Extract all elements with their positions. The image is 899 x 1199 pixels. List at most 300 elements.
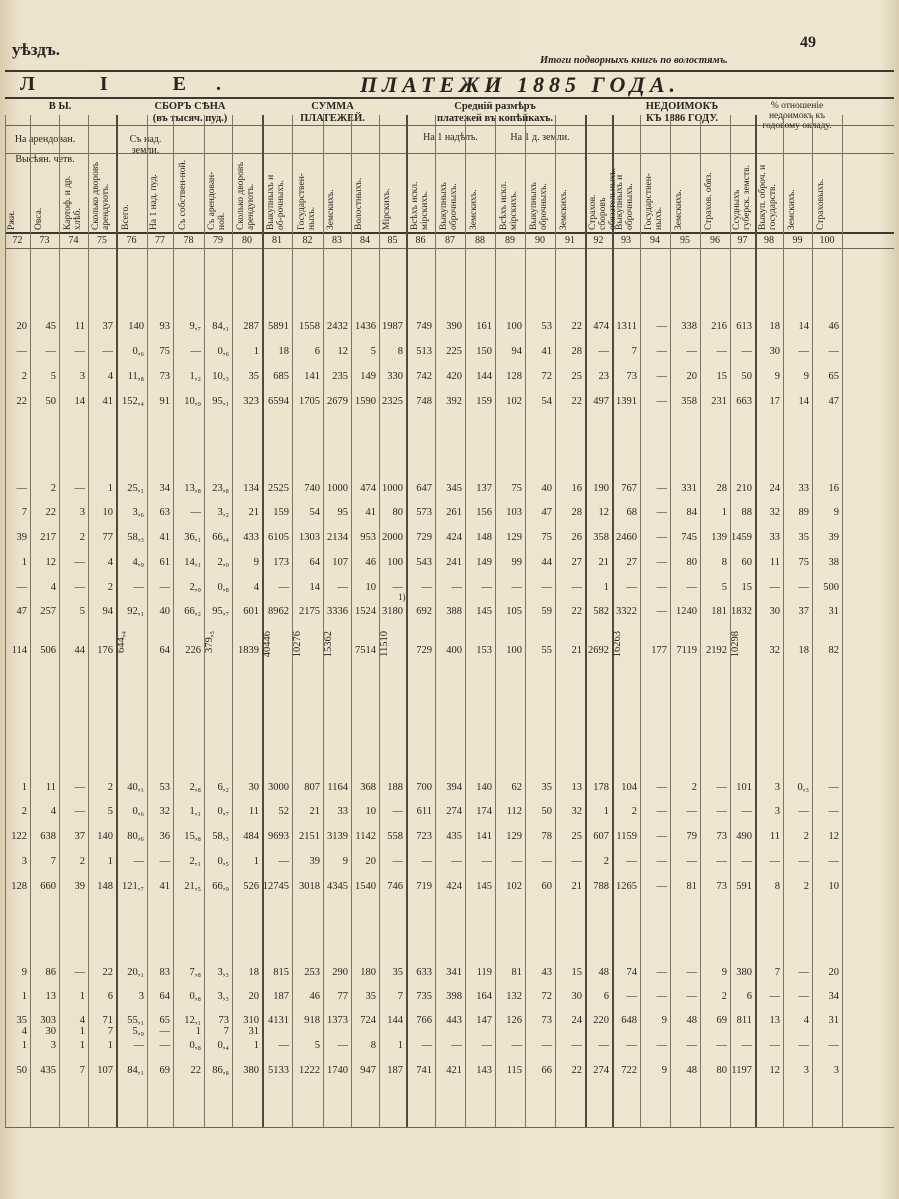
table-cell: 1 bbox=[721, 507, 727, 518]
table-cell: 129 bbox=[506, 831, 522, 842]
table-cell: 330 bbox=[387, 371, 403, 382]
table-cell: 35 bbox=[248, 371, 259, 382]
column-label: Земскихъ. bbox=[674, 189, 684, 230]
header-rule-4 bbox=[5, 248, 894, 249]
table-cell: — bbox=[451, 856, 462, 867]
table-cell: 148 bbox=[476, 532, 492, 543]
table-cell: — bbox=[571, 582, 582, 593]
table-cell: 10 bbox=[365, 582, 376, 593]
table-cell: — bbox=[511, 1040, 522, 1051]
table-cell: 1740 bbox=[327, 1065, 348, 1076]
table-cell: 2432 bbox=[327, 321, 348, 332]
table-cell: 14,₁ bbox=[184, 557, 201, 568]
table-cell: 379,₅ bbox=[204, 631, 215, 654]
table-cell: 7 bbox=[223, 1026, 229, 1037]
table-cell: 34 bbox=[828, 991, 839, 1002]
table-cell: 4,₉ bbox=[132, 557, 144, 568]
table-cell: 12,₁ bbox=[184, 1015, 201, 1026]
table-cell: 338 bbox=[681, 321, 697, 332]
table-cell: 114 bbox=[11, 645, 27, 656]
table-cell: 0,₈ bbox=[189, 1040, 201, 1051]
table-cell: 164 bbox=[476, 991, 492, 1002]
table-cell: — bbox=[278, 582, 289, 593]
group-header: Средній размѣръ платежей въ копѣйкахъ. bbox=[436, 101, 553, 124]
table-cell: — bbox=[16, 346, 27, 357]
table-cell: — bbox=[481, 1040, 492, 1051]
table-cell: 14 bbox=[798, 396, 809, 407]
column-number: 86 bbox=[415, 235, 426, 246]
table-cell: 30 bbox=[248, 782, 259, 793]
table-cell: 15362 bbox=[323, 631, 334, 658]
table-cell: 37 bbox=[74, 831, 85, 842]
table-cell: 290 bbox=[332, 967, 348, 978]
table-cell: 15 bbox=[571, 967, 582, 978]
table-cell: 75 bbox=[159, 346, 170, 357]
table-cell: 41 bbox=[102, 396, 113, 407]
table-cell: 129 bbox=[506, 532, 522, 543]
table-cell: 10,₃ bbox=[212, 371, 229, 382]
table-cell: 231 bbox=[711, 396, 727, 407]
table-cell: 100 bbox=[387, 557, 403, 568]
table-cell: 611 bbox=[416, 806, 432, 817]
table-cell: — bbox=[656, 483, 667, 494]
table-cell: 50 bbox=[541, 806, 552, 817]
column-number: 88 bbox=[475, 235, 485, 246]
table-cell: 3180 bbox=[382, 606, 403, 617]
table-cell: 174 bbox=[476, 806, 492, 817]
table-cell: 1 bbox=[397, 1040, 403, 1051]
group-header: СУММА ПЛАТЕЖЕЙ. bbox=[300, 101, 365, 124]
table-cell: 368 bbox=[360, 782, 376, 793]
table-cell: 21 bbox=[571, 881, 582, 892]
table-cell: 17 bbox=[769, 396, 780, 407]
table-cell: 10 bbox=[828, 881, 839, 892]
table-cell: 3018 bbox=[299, 881, 320, 892]
table-cell: 141 bbox=[304, 371, 320, 382]
table-cell: 490 bbox=[736, 831, 752, 842]
column-label: Земскихъ. bbox=[786, 189, 797, 230]
table-cell: 2 bbox=[107, 782, 113, 793]
table-cell: 1 bbox=[21, 1040, 27, 1051]
table-cell: — bbox=[656, 606, 667, 617]
footnote-mark: 1) bbox=[398, 592, 406, 602]
table-cell: 55,₁ bbox=[127, 1015, 144, 1026]
table-cell: 95,₁ bbox=[212, 396, 229, 407]
column-number: 96 bbox=[710, 235, 720, 246]
table-cell: 1,₂ bbox=[189, 371, 201, 382]
table-cell: 80 bbox=[716, 1065, 727, 1076]
table-cell: 12745 bbox=[262, 881, 289, 892]
table-cell: 119 bbox=[476, 967, 492, 978]
table-cell: 741 bbox=[416, 1065, 432, 1076]
column-label: Съ арендован-ной. bbox=[207, 171, 227, 230]
table-cell: — bbox=[798, 991, 809, 1002]
table-cell: 25 bbox=[571, 831, 582, 842]
table-cell: 82 bbox=[828, 645, 839, 656]
column-number: 90 bbox=[535, 235, 545, 246]
table-cell: 253 bbox=[304, 967, 320, 978]
table-cell: 2 bbox=[603, 856, 609, 867]
table-cell: — bbox=[598, 346, 609, 357]
table-cell: 1 bbox=[107, 856, 113, 867]
table-cell: 65 bbox=[159, 1015, 170, 1026]
table-cell: 1 bbox=[107, 1040, 113, 1051]
table-cell: 13,₈ bbox=[184, 483, 201, 494]
table-cell: — bbox=[656, 507, 667, 518]
table-cell: 1 bbox=[253, 1040, 259, 1051]
table-cell: 0,₇ bbox=[217, 806, 229, 817]
column-label: Выкупныхъ и об-рочныхъ. bbox=[266, 174, 286, 230]
column-label: Земскихъ. bbox=[326, 189, 336, 230]
table-cell: 398 bbox=[446, 991, 462, 1002]
table-cell: 638 bbox=[40, 831, 56, 842]
table-cell: 80,₆ bbox=[127, 831, 144, 842]
table-cell: 35 bbox=[16, 1015, 27, 1026]
table-cell: 39 bbox=[828, 532, 839, 543]
column-number: 84 bbox=[360, 235, 370, 246]
group-header: % отношеніе недоимокъ къ годовому окладу. bbox=[762, 101, 832, 131]
table-cell: 58,₃ bbox=[127, 532, 144, 543]
column-number: 79 bbox=[213, 235, 223, 246]
column-number: 82 bbox=[302, 235, 313, 246]
table-cell: 5891 bbox=[268, 321, 289, 332]
table-cell: 15 bbox=[741, 582, 752, 593]
table-cell: 20,₁ bbox=[127, 967, 144, 978]
table-cell: 40 bbox=[159, 606, 170, 617]
table-cell: 75 bbox=[798, 557, 809, 568]
table-cell: 188 bbox=[387, 782, 403, 793]
table-cell: 50 bbox=[45, 396, 56, 407]
table-cell: 241 bbox=[446, 557, 462, 568]
band-left-title: Л I Е. bbox=[20, 73, 252, 95]
table-cell: — bbox=[278, 856, 289, 867]
table-cell: 187 bbox=[387, 1065, 403, 1076]
table-cell: — bbox=[741, 806, 752, 817]
table-cell: 807 bbox=[304, 782, 320, 793]
table-cell: 41 bbox=[365, 507, 376, 518]
table-cell: 3 bbox=[774, 782, 780, 793]
table-cell: 788 bbox=[593, 881, 609, 892]
table-cell: 47 bbox=[16, 606, 27, 617]
table-cell: 5 bbox=[314, 1040, 320, 1051]
table-cell: 433 bbox=[243, 532, 259, 543]
table-cell: 1 bbox=[79, 991, 85, 1002]
table-cell: — bbox=[74, 483, 85, 494]
table-cell: 86,₈ bbox=[212, 1065, 229, 1076]
table-cell: 4 bbox=[50, 806, 56, 817]
column-label: Всего. bbox=[120, 204, 131, 230]
table-cell: 3,₃ bbox=[217, 967, 229, 978]
table-cell: 52 bbox=[278, 806, 289, 817]
table-cell: 4131 bbox=[268, 1015, 289, 1026]
table-cell: — bbox=[626, 856, 637, 867]
table-cell: 40,₁ bbox=[127, 782, 144, 793]
table-cell: 613 bbox=[736, 321, 752, 332]
table-cell: 80 bbox=[686, 557, 697, 568]
table-cell: 745 bbox=[681, 532, 697, 543]
table-cell: 15 bbox=[716, 371, 727, 382]
table-cell: 558 bbox=[387, 831, 403, 842]
table-cell: 92,₁ bbox=[127, 606, 144, 617]
table-cell: 28 bbox=[716, 483, 727, 494]
table-cell: 723 bbox=[416, 831, 432, 842]
table-cell: — bbox=[741, 1040, 752, 1051]
table-cell: 66,₄ bbox=[212, 532, 229, 543]
table-cell: 39 bbox=[74, 881, 85, 892]
table-cell: — bbox=[686, 806, 697, 817]
table-cell: 506 bbox=[40, 645, 56, 656]
column-label: Земскихъ. bbox=[559, 189, 569, 230]
column-number: 73 bbox=[39, 235, 50, 246]
table-cell: 5 bbox=[50, 371, 56, 382]
table-cell: 660 bbox=[40, 881, 56, 892]
table-cell: 4 bbox=[21, 1026, 27, 1037]
table-cell: — bbox=[656, 1040, 667, 1051]
table-cell: 32 bbox=[769, 645, 780, 656]
table-cell: — bbox=[159, 856, 170, 867]
table-cell: 740 bbox=[304, 483, 320, 494]
table-cell: — bbox=[626, 582, 637, 593]
table-cell: 3,₃ bbox=[217, 991, 229, 1002]
table-cell: 35 bbox=[365, 991, 376, 1002]
subgroup-header: Высѣян. четв. bbox=[15, 154, 75, 165]
table-cell: 107 bbox=[332, 557, 348, 568]
table-cell: 5 bbox=[79, 606, 85, 617]
table-cell: 220 bbox=[593, 1015, 609, 1026]
table-cell: 16 bbox=[571, 483, 582, 494]
table-cell: — bbox=[741, 856, 752, 867]
table-cell: 633 bbox=[416, 967, 432, 978]
column-label: Государствен-ныхъ. bbox=[644, 173, 664, 230]
table-cell: 12 bbox=[828, 831, 839, 842]
column-number: 94 bbox=[650, 235, 660, 246]
table-cell: 23 bbox=[598, 371, 609, 382]
table-cell: 748 bbox=[416, 396, 432, 407]
column-label: Всѣхъ искл. мірскихъ. bbox=[499, 181, 519, 230]
table-cell: 573 bbox=[416, 507, 432, 518]
table-cell: 41 bbox=[159, 532, 170, 543]
table-cell: — bbox=[798, 1040, 809, 1051]
table-cell: — bbox=[686, 967, 697, 978]
table-cell: — bbox=[16, 483, 27, 494]
table-cell: 121,₇ bbox=[121, 881, 144, 892]
table-cell: 21 bbox=[248, 507, 259, 518]
table-cell: 257 bbox=[40, 606, 56, 617]
table-cell: 8 bbox=[370, 1040, 376, 1051]
table-cell: 4 bbox=[79, 1015, 85, 1026]
table-cell: 607 bbox=[593, 831, 609, 842]
table-cell: 3 bbox=[79, 507, 85, 518]
table-cell: 64 bbox=[159, 645, 170, 656]
table-cell: 84,₁ bbox=[212, 321, 229, 332]
table-cell: 145 bbox=[476, 881, 492, 892]
table-cell: 144 bbox=[476, 371, 492, 382]
table-cell: 0,₈ bbox=[217, 582, 229, 593]
column-number: 75 bbox=[97, 235, 107, 246]
table-cell: 31 bbox=[828, 1015, 839, 1026]
table-cell: 6105 bbox=[268, 532, 289, 543]
table-cell: 2 bbox=[691, 782, 697, 793]
table-cell: 3 bbox=[79, 371, 85, 382]
table-cell: 3 bbox=[138, 991, 144, 1002]
table-cell: — bbox=[16, 582, 27, 593]
table-cell: 9,₇ bbox=[189, 321, 201, 332]
table-cell: 137 bbox=[476, 483, 492, 494]
table-cell: 37 bbox=[798, 606, 809, 617]
table-cell: 180 bbox=[360, 967, 376, 978]
table-cell: 20 bbox=[365, 856, 376, 867]
table-cell: 46 bbox=[828, 321, 839, 332]
table-cell: — bbox=[716, 806, 727, 817]
column-number: 97 bbox=[737, 235, 748, 246]
table-cell: 1 bbox=[21, 991, 27, 1002]
column-number: 76 bbox=[126, 235, 137, 246]
table-cell: 115 bbox=[506, 1065, 522, 1076]
table-cell: 424 bbox=[446, 532, 462, 543]
table-cell: 134 bbox=[243, 483, 259, 494]
table-cell: 4 bbox=[107, 557, 113, 568]
table-cell: 20 bbox=[16, 321, 27, 332]
table-cell: 500 bbox=[823, 582, 839, 593]
table-cell: 2460 bbox=[616, 532, 637, 543]
column-label: Государствен-ныхъ. bbox=[296, 173, 317, 230]
table-cell: 543 bbox=[416, 557, 432, 568]
column-label: Всѣхъ искл. мірскихъ. bbox=[409, 181, 430, 230]
table-cell: 53 bbox=[159, 782, 170, 793]
table-cell: 394 bbox=[446, 782, 462, 793]
table-cell: 27 bbox=[626, 557, 637, 568]
table-cell: — bbox=[626, 991, 637, 1002]
table-cell: 128 bbox=[11, 881, 27, 892]
table-cell: — bbox=[656, 321, 667, 332]
table-cell: 11,₈ bbox=[127, 371, 144, 382]
table-cell: 358 bbox=[681, 396, 697, 407]
column-number: 80 bbox=[242, 235, 252, 246]
subgroup-header: На арендован. bbox=[14, 134, 76, 145]
table-cell: 7 bbox=[774, 967, 780, 978]
table-cell: 64 bbox=[159, 991, 170, 1002]
table-cell: 3,₂ bbox=[217, 507, 229, 518]
table-cell: 9 bbox=[342, 856, 348, 867]
table-cell: 94 bbox=[102, 606, 113, 617]
table-cell: 41 bbox=[159, 881, 170, 892]
table-cell: 1159 bbox=[616, 831, 637, 842]
table-cell: 47 bbox=[828, 396, 839, 407]
table-cell: 591 bbox=[736, 881, 752, 892]
table-cell: — bbox=[511, 582, 522, 593]
table-cell: — bbox=[716, 346, 727, 357]
table-cell: — bbox=[656, 346, 667, 357]
table-cell: 953 bbox=[360, 532, 376, 543]
table-cell: 139 bbox=[711, 532, 727, 543]
table-cell: 7 bbox=[631, 346, 637, 357]
table-cell: 526 bbox=[243, 881, 259, 892]
table-cell: 1987 bbox=[382, 321, 403, 332]
table-cell: 34 bbox=[159, 483, 170, 494]
table-cell: 685 bbox=[273, 371, 289, 382]
table-cell: 11 bbox=[769, 831, 780, 842]
table-cell: — bbox=[769, 582, 780, 593]
table-cell: 749 bbox=[416, 321, 432, 332]
table-cell: 75 bbox=[541, 532, 552, 543]
table-cell: 1 bbox=[603, 806, 609, 817]
table-cell: — bbox=[159, 1026, 170, 1037]
table-cell: 10,₉ bbox=[184, 396, 201, 407]
table-cell: 22 bbox=[190, 1065, 201, 1076]
table-cell: 14 bbox=[798, 321, 809, 332]
table-cell: 36 bbox=[159, 831, 170, 842]
column-rule bbox=[842, 115, 843, 1127]
table-cell: 26 bbox=[571, 532, 582, 543]
table-cell: 22 bbox=[571, 396, 582, 407]
table-cell: — bbox=[656, 831, 667, 842]
table-cell: 65 bbox=[828, 371, 839, 382]
table-cell: — bbox=[278, 1040, 289, 1051]
band-title: ПЛАТЕЖИ 1885 ГОДА. bbox=[360, 72, 681, 97]
column-number: 77 bbox=[155, 235, 165, 246]
column-number: 85 bbox=[387, 235, 398, 246]
table-cell: 1 bbox=[253, 346, 259, 357]
table-cell: 2134 bbox=[327, 532, 348, 543]
table-cell: 156 bbox=[476, 507, 492, 518]
table-cell: 60 bbox=[741, 557, 752, 568]
table-cell: 3 bbox=[803, 1065, 809, 1076]
table-cell: 2 bbox=[803, 881, 809, 892]
table-cell: — bbox=[190, 346, 201, 357]
table-cell: 88 bbox=[741, 507, 752, 518]
table-cell: 22 bbox=[102, 967, 113, 978]
table-cell: 39 bbox=[309, 856, 320, 867]
table-cell: 71 bbox=[102, 1015, 113, 1026]
table-cell: 424 bbox=[446, 881, 462, 892]
table-cell: 2,₁ bbox=[189, 856, 201, 867]
table-cell: 153 bbox=[476, 645, 492, 656]
subgroup-header: На 1 надѣлъ. bbox=[423, 132, 478, 143]
table-cell: 400 bbox=[446, 645, 462, 656]
table-cell: 390 bbox=[446, 321, 462, 332]
column-number: 87 bbox=[445, 235, 455, 246]
table-cell: 18 bbox=[769, 321, 780, 332]
table-cell: — bbox=[656, 532, 667, 543]
table-cell: — bbox=[421, 582, 432, 593]
table-cell: 11510 bbox=[379, 631, 390, 657]
table-cell: 94 bbox=[511, 346, 522, 357]
table-cell: 1303 bbox=[299, 532, 320, 543]
column-number: 92 bbox=[593, 235, 604, 246]
table-cell: — bbox=[686, 346, 697, 357]
table-cell: — bbox=[656, 856, 667, 867]
column-label: Страхов. обяз. bbox=[704, 172, 714, 230]
table-cell: 1 bbox=[79, 1026, 85, 1037]
column-label: Страхов. сборовъ обязательныхъ. bbox=[587, 167, 618, 230]
table-cell: 32 bbox=[159, 806, 170, 817]
table-cell: — bbox=[541, 582, 552, 593]
table-cell: 2 bbox=[631, 806, 637, 817]
table-cell: 40 bbox=[541, 483, 552, 494]
column-label: Выкуп. оброч. и государств. bbox=[758, 164, 778, 230]
table-cell: 72 bbox=[541, 991, 552, 1002]
table-cell: 32 bbox=[571, 806, 582, 817]
table-cell: 37 bbox=[102, 321, 113, 332]
table-cell: 1311 bbox=[616, 321, 637, 332]
table-cell: 1 bbox=[253, 856, 259, 867]
table-cell: 73 bbox=[716, 881, 727, 892]
table-cell: 14 bbox=[74, 396, 85, 407]
table-cell: 73 bbox=[218, 1015, 229, 1026]
table-cell: 274 bbox=[446, 806, 462, 817]
table-cell: — bbox=[656, 991, 667, 1002]
table-cell: 55 bbox=[541, 645, 552, 656]
